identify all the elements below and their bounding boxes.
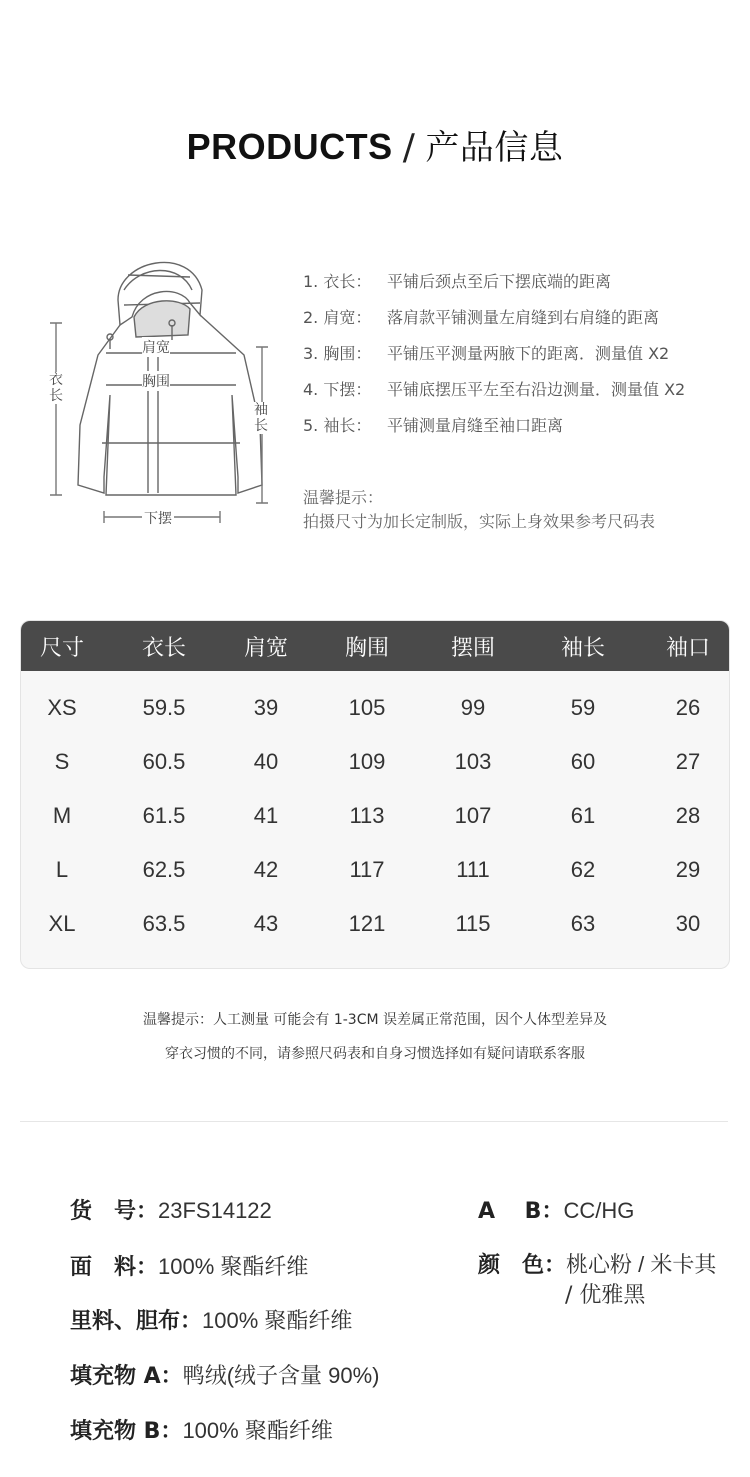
note-row	[303, 262, 743, 298]
warm-tip-title: 温馨提示：	[303, 488, 384, 507]
note-key: 1. 衣长：	[303, 271, 372, 291]
measurement-disclaimer	[0, 1003, 750, 1071]
table-cell: 99	[460, 695, 486, 720]
spec-label: 里料、胆布：	[70, 1309, 203, 1334]
spec-value: 23FS14122	[158, 1198, 272, 1223]
table-cell: 61.5	[142, 803, 186, 828]
note-desc: 落肩款平铺测量左肩缝到右肩缝的距离	[387, 307, 660, 327]
spec-value: 100% 聚酯纤维	[182, 1418, 333, 1443]
table-cell: 60	[570, 749, 596, 774]
note-desc: 平铺压平测量两腋下的距离．测量值 X2	[387, 343, 670, 363]
header-cell: 肩宽	[243, 635, 288, 661]
table-cell: 40	[253, 749, 279, 774]
table-row	[21, 843, 729, 897]
note-row	[303, 334, 743, 370]
table-cell: 29	[675, 857, 701, 882]
spec-value: CC/HG	[563, 1198, 635, 1223]
disclaimer-line: 温馨提示：人工测量 可能会有 1-3CM 误差属正常范围，因个人体型差异及	[142, 1012, 608, 1028]
table-cell: L	[55, 857, 69, 882]
size-table	[21, 621, 729, 968]
header-cell: 胸围	[344, 635, 389, 661]
table-cell: 61	[570, 803, 596, 828]
table-cell: 62	[570, 857, 596, 882]
table-cell: 60.5	[142, 749, 186, 774]
table-body	[21, 671, 729, 951]
table-row	[21, 735, 729, 789]
table-cell: 42	[253, 857, 279, 882]
header-cell: 衣长	[141, 635, 186, 661]
table-cell: XS	[47, 695, 77, 720]
title-separator: /	[402, 127, 416, 168]
table-row	[21, 897, 729, 951]
note-row	[303, 370, 743, 406]
table-cell: 30	[675, 911, 701, 936]
spec-ab	[478, 1194, 634, 1225]
note-desc: 平铺底摆压平左至右沿边测量．测量值 X2	[387, 379, 686, 399]
table-cell: 63	[570, 911, 596, 936]
table-cell: 59	[570, 695, 596, 720]
table-cell: 27	[675, 749, 701, 774]
spec-filling-b	[70, 1414, 333, 1445]
table-cell: 121	[348, 911, 386, 936]
page-title	[0, 120, 750, 169]
spec-value: 100% 聚酯纤维	[202, 1308, 353, 1333]
spec-label: 面 料：	[70, 1255, 159, 1280]
table-cell: 26	[675, 695, 701, 720]
table-row	[21, 681, 729, 735]
title-zh: 产品信息	[425, 128, 564, 168]
note-key: 3. 胸围：	[303, 343, 372, 363]
header-cell: 摆围	[450, 635, 495, 661]
table-cell: 59.5	[142, 695, 186, 720]
header-cell: 袖长	[560, 635, 605, 661]
table-cell: 113	[349, 803, 385, 828]
warm-tip	[303, 486, 655, 534]
note-desc: 平铺测量肩缝至袖口距离	[387, 415, 564, 435]
disclaimer-line: 穿衣习惯的不同，请参照尺码表和自身习惯选择如有疑问请联系客服	[165, 1046, 585, 1062]
table-cell: 109	[348, 749, 386, 774]
spec-label: 填充物 A：	[70, 1364, 183, 1389]
spec-fabric	[70, 1250, 308, 1281]
spec-lining	[70, 1304, 352, 1335]
table-cell: 43	[253, 911, 279, 936]
header-cell: 袖口	[665, 635, 710, 661]
warm-tip-text: 拍摄尺寸为加长定制版，实际上身效果参考尺码表	[303, 512, 656, 531]
note-row	[303, 406, 743, 442]
spec-label: 颜 色：	[478, 1253, 567, 1278]
spec-value: 100% 聚酯纤维	[158, 1254, 309, 1279]
table-cell: 107	[454, 803, 492, 828]
spec-value-continued: / 优雅黑	[565, 1283, 646, 1308]
table-row	[21, 789, 729, 843]
table-cell: S	[54, 749, 70, 774]
note-desc: 平铺后颈点至后下摆底端的距离	[387, 271, 612, 291]
header-cell: 尺寸	[39, 635, 84, 661]
spec-value: 鸭绒(绒子含量 90%)	[182, 1363, 380, 1388]
note-row	[303, 298, 743, 334]
label-sleeve: 袖长	[254, 402, 268, 434]
label-chest: 胸围	[142, 371, 170, 391]
table-cell: 63.5	[142, 911, 186, 936]
table-cell: 41	[253, 803, 279, 828]
note-key: 4. 下摆：	[303, 379, 372, 399]
spec-label: 填充物 B：	[70, 1419, 183, 1444]
title-en: PRODUCTS	[186, 126, 393, 167]
table-cell: 28	[675, 803, 701, 828]
measure-notes	[303, 262, 743, 442]
spec-item-no	[70, 1194, 272, 1225]
table-cell: XL	[48, 911, 76, 936]
table-cell: 111	[456, 857, 490, 882]
table-cell: 62.5	[142, 857, 186, 882]
table-cell: M	[52, 803, 72, 828]
spec-value: 桃心粉 / 米卡其	[566, 1252, 717, 1277]
section-divider	[20, 1121, 728, 1122]
note-key: 2. 肩宽：	[303, 307, 372, 327]
table-cell: 115	[455, 911, 491, 936]
table-cell: 103	[454, 749, 492, 774]
label-length: 衣长	[49, 372, 63, 404]
table-cell: 39	[253, 695, 279, 720]
note-key: 5. 袖长：	[303, 415, 372, 435]
label-shoulder: 肩宽	[142, 337, 170, 357]
spec-label: A B：	[478, 1199, 564, 1224]
label-hem: 下摆	[142, 508, 174, 528]
table-header	[21, 621, 729, 671]
spec-label: 货 号：	[70, 1199, 159, 1224]
spec-filling-a	[70, 1359, 380, 1390]
spec-color	[478, 1250, 716, 1311]
table-cell: 105	[348, 695, 386, 720]
table-cell: 117	[349, 857, 385, 882]
